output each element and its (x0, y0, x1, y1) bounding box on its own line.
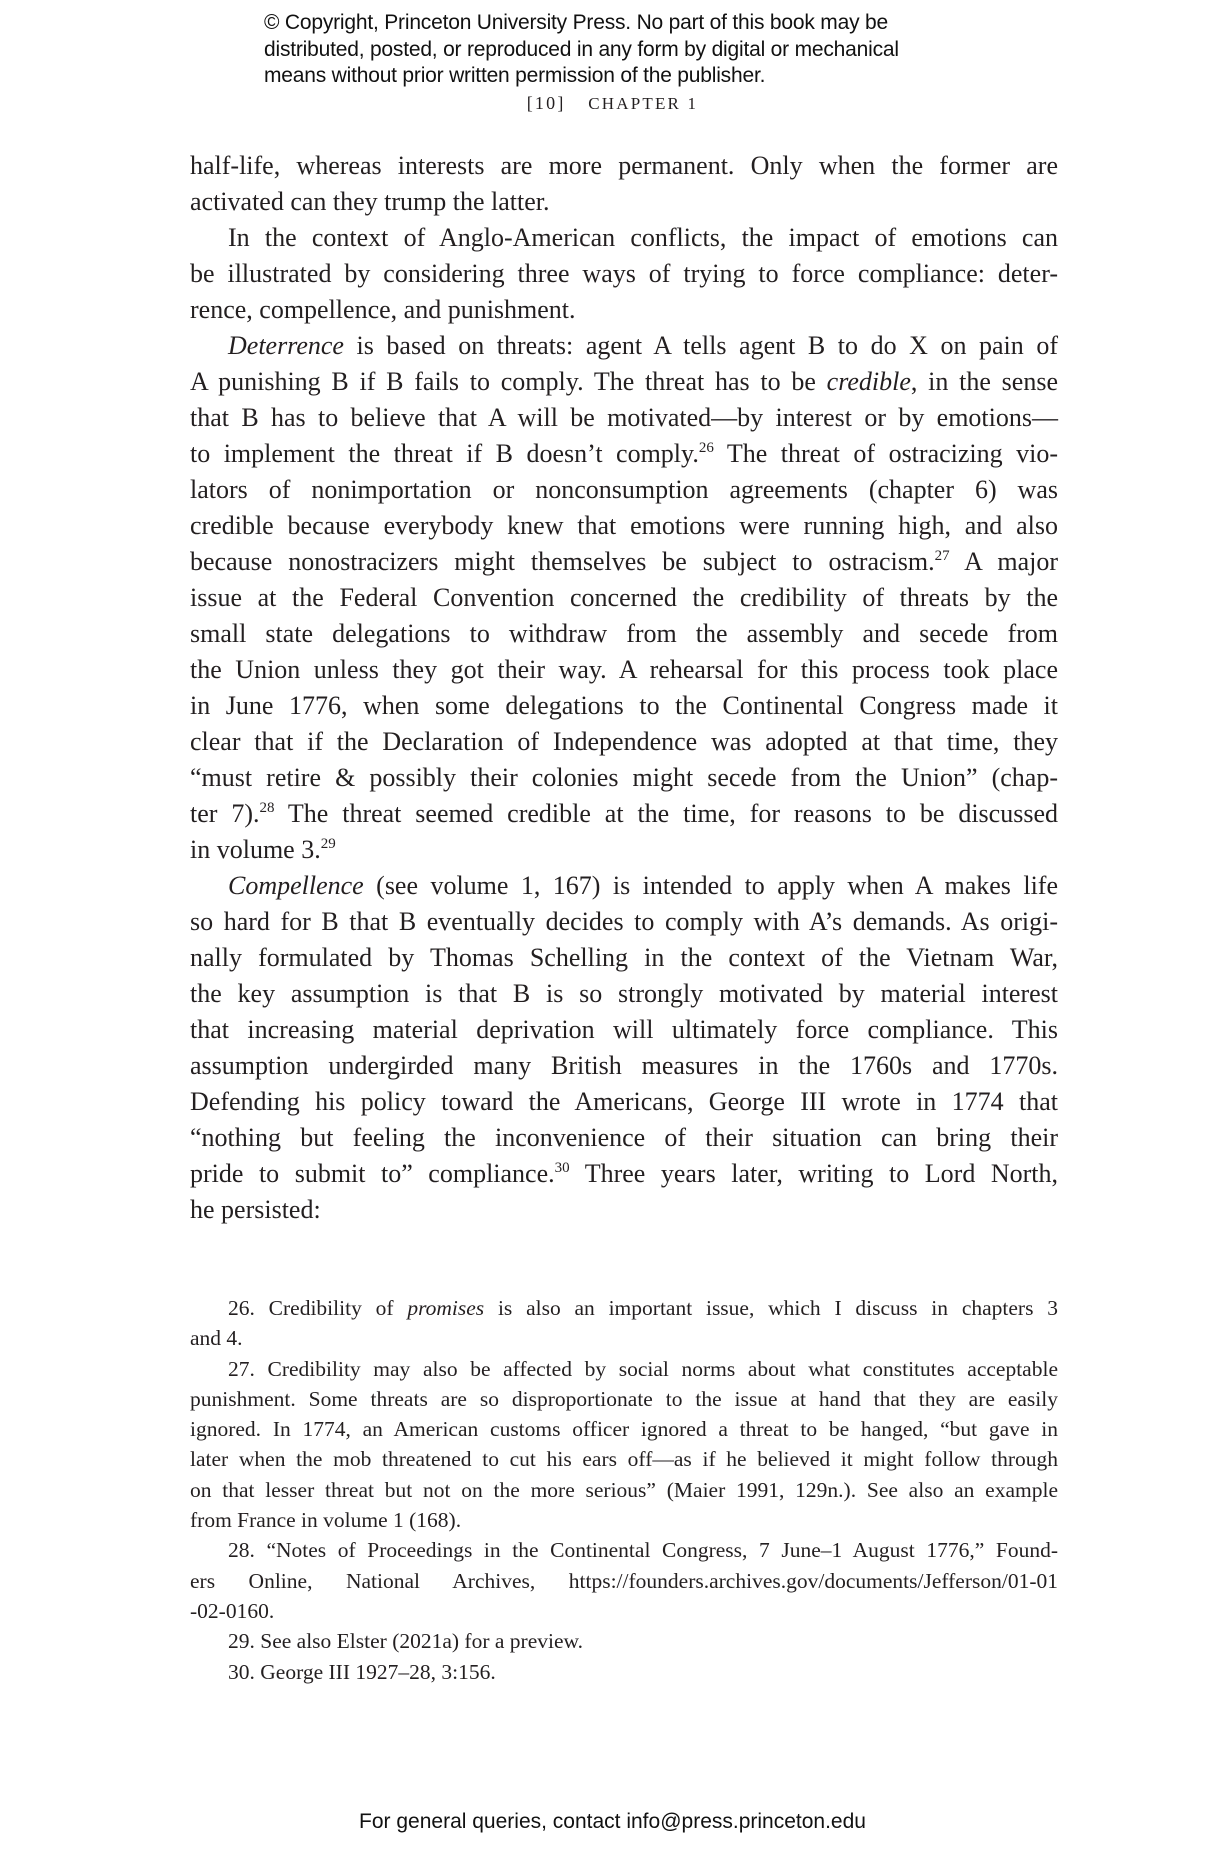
footnote-27 (190, 1354, 1058, 1536)
text-line: ter 7).$^{28}$ The threat seemed credible at the time, for reasons to be discussed (190, 799, 1058, 828)
text-line: 30. George III 1927–28, 3:156. (228, 1659, 496, 1684)
text-line: “must retire & possibly their colonies might secede from the Union” (chap- (190, 763, 1058, 792)
copyright-line: © Copyright, Princeton University Press. No part of this book may be (264, 11, 888, 34)
chapter-label: CHAPTER 1 (588, 94, 699, 113)
paragraph-deterrence (190, 328, 1058, 868)
page-number: [10] (526, 93, 566, 113)
copyright-line: means without prior written permission of the publisher. (264, 64, 766, 87)
text-line: he persisted: (190, 1195, 321, 1224)
footnote-number: 30. (228, 1659, 255, 1684)
text-line: the Union unless they got their way. A rehearsal for this process took place (190, 655, 1058, 684)
url-line[interactable]: ers Online, National Archives, https://founders.archives.gov/documents/Jefferson/01-01 (190, 1568, 1058, 1593)
footnote-ref-30[interactable]: 30 (554, 1160, 570, 1176)
text-line: on that lesser threat but not on the more serious” (Maier 1991, 129n.). See also an example (190, 1477, 1058, 1502)
text-line: later when the mob threatened to cut his ears off—as if he believed it might follow through (190, 1447, 1058, 1472)
text-line: so hard for B that B eventually decides to comply with A’s demands. As origi- (190, 907, 1058, 936)
text-line: A punishing B if B fails to comply. The threat has to be credible, in the sense (190, 367, 1058, 396)
body-text (190, 148, 1058, 1228)
term-credible: credible (826, 367, 911, 396)
paragraph-compellence (190, 868, 1058, 1228)
text-line: “nothing but feeling the inconvenience of their situation can bring their (190, 1123, 1058, 1152)
footnote-ref-28[interactable]: 28 (259, 800, 275, 816)
text-line: punishment. Some threats are so disproportionate to the issue at hand that they are easily (190, 1386, 1058, 1411)
text-line: to implement the threat if B doesn’t comply.$^{26}$ The threat of ostracizing vio- (190, 439, 1058, 468)
contact-text: For general queries, contact info@press.princeton.edu (359, 1810, 866, 1833)
footnote-number: 26. (228, 1296, 255, 1320)
text-line: be illustrated by considering three ways of trying to force compliance: deter- (190, 259, 1058, 288)
footnote-number: 28. (228, 1538, 255, 1563)
text-line: Deterrence is based on threats: agent A tells agent B to do X on pain of (228, 331, 1058, 360)
text-line: nally formulated by Thomas Schelling in the context of the Vietnam War, (190, 943, 1058, 972)
text-line: 29. See also Elster (2021a) for a preview. (228, 1629, 584, 1654)
text-line: from France in volume 1 (168). (190, 1508, 462, 1533)
text-line: rence, compellence, and punishment. (190, 295, 576, 324)
paragraph (190, 220, 1058, 328)
text-line: Compellence (see volume 1, 167) is intended to apply when A makes life (228, 871, 1058, 900)
text-line: issue at the Federal Convention concerned the credibility of threats by the (190, 583, 1058, 612)
term-compellence: Compellence (228, 871, 364, 900)
text-line: that B has to believe that A will be motivated—by interest or by emotions— (190, 403, 1058, 432)
text-line: half-life, whereas interests are more permanent. Only when the former are (190, 151, 1058, 180)
text-line: activated can they trump the latter. (190, 187, 550, 216)
contact-footer (0, 1810, 1225, 1834)
footnote-ref-29[interactable]: 29 (320, 836, 336, 852)
text-line: assumption undergirded many British measures in the 1760s and 1770s. (190, 1051, 1058, 1080)
footnote-28 (190, 1535, 1058, 1626)
footnote-number: 29. (228, 1629, 255, 1654)
footnote-30 (190, 1657, 1058, 1687)
text-line: 26. Credibility of promises is also an important issue, which I discuss in chapters 3 (228, 1296, 1058, 1320)
text-line: in volume 3.29 (190, 835, 336, 864)
text-line: and 4. (190, 1326, 243, 1351)
footnote-29 (190, 1626, 1058, 1656)
footnote-number: 27. (228, 1356, 255, 1381)
term-deterrence: Deterrence (228, 331, 344, 360)
footnote-ref-27[interactable]: 27 (934, 548, 950, 564)
text-line: in June 1776, when some delegations to the Continental Congress made it (190, 691, 1058, 720)
text-line: pride to submit to” compliance.$^{30}$ Three years later, writing to Lord North, (190, 1159, 1058, 1188)
footnote-26 (190, 1293, 1058, 1354)
text-line: Defending his policy toward the Americans, George III wrote in 1774 that (190, 1087, 1058, 1116)
text-line: lators of nonimportation or nonconsumption agreements (chapter 6) was (190, 475, 1058, 504)
text-line: that increasing material deprivation will ultimately force compliance. This (190, 1015, 1058, 1044)
text-line: clear that if the Declaration of Independence was adopted at that time, they (190, 727, 1058, 756)
copyright-notice (264, 10, 1024, 90)
text-line: ignored. In 1774, an American customs officer ignored a threat to be hanged, “but gave in (190, 1417, 1058, 1442)
text-line: 28. “Notes of Proceedings in the Continental Congress, 7 June–1 August 1776,” Found- (228, 1538, 1058, 1563)
copyright-line: distributed, posted, or reproduced in any form by digital or mechanical (264, 37, 899, 61)
text-line: 27. Credibility may also be affected by social norms about what constitutes acceptable (228, 1356, 1058, 1381)
running-head (0, 93, 1225, 114)
text-line: In the context of Anglo-American conflicts, the impact of emotions can (228, 223, 1058, 252)
text-line: the key assumption is that B is so strongly motivated by material interest (190, 979, 1058, 1008)
url-line[interactable]: -02-0160. (190, 1598, 275, 1623)
text-line: small state delegations to withdraw from the assembly and secede from (190, 619, 1058, 648)
paragraph (190, 148, 1058, 220)
footnotes (190, 1293, 1058, 1687)
text-line: credible because everybody knew that emotions were running high, and also (190, 511, 1058, 540)
footnote-ref-26[interactable]: 26 (698, 440, 714, 456)
text-line: because nonostracizers might themselves be subject to ostracism.$^{27}$ A major (190, 547, 1058, 576)
